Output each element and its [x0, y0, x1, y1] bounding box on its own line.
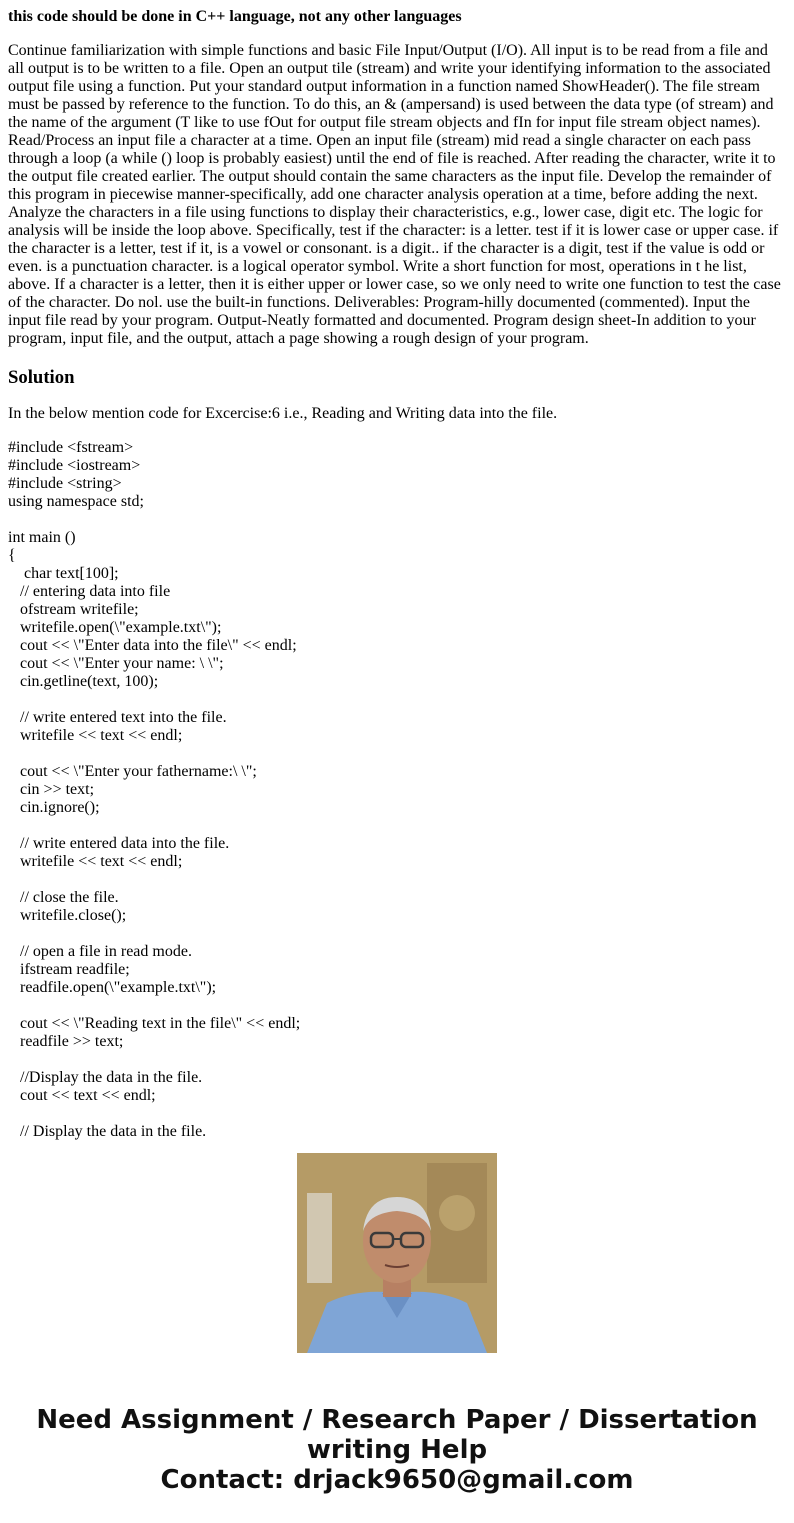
promo-contact: Contact: drjack9650@gmail.com	[160, 1465, 634, 1495]
person-portrait-icon	[297, 1153, 497, 1353]
promo-text	[0, 1405, 794, 1495]
promo-banner	[0, 1130, 794, 1495]
question-body: Continue familiarization with simple functions and basic File Input/Output (I/O). All input is to be read from a file and all output is to be written to a file. Open an output tile (stream) and write your identifying information to the associated output file using a function. Put your standard output information in a function named ShowHeader(). The file stream must be passed by reference to the function. To do this, an & (ampersand) is used between the data type (of stream) and the name of the argument (T like to use fOut for output file stream objects and fIn for input file stream object names). Read/Process an input file a character at a time. Open an input file (stream) mid read a single character on each pass through a loop (a while () loop is probably easiest) until the end of file is reached. After reading the character, write it to the output file created earlier. The output should contain the same characters as the input file. Develop the remainder of this program in piecewise manner-specifically, add one character analysis operation at a time, before adding the next. Analyze the characters in a file using functions to display their characteristics, e.g., lower case, digit etc. The logic for analysis will be inside the loop above. Specifically, test if the character: is a letter. test if it is lower case or upper case. if the character is a letter, test if it, is a vowel or consonant. is a digit.. if the character is a digit, test if the value is odd or even. is a punctuation character. is a logical operator symbol. Write a short function for most, operations in t he list, above. If a character is a letter, then it is either upper or lower case, so we only need to write one function to test the case of the character. Do nol. use the built-in functions. Deliverables: Program-hilly documented (commented). Input the input file read by your program. Output-Neatly formatted and documented. Program design sheet-In addition to your program, input file, and the output, attach a page showing a rough design of your program.	[8, 42, 781, 347]
solution-intro: In the below mention code for Excercise:6 i.e., Reading and Writing data into the file.	[8, 405, 558, 422]
avatar	[297, 1153, 497, 1353]
code-block	[8, 439, 786, 1140]
solution-heading: Solution	[8, 367, 75, 388]
question-title: this code should be done in C++ language, not any other languages	[8, 8, 462, 25]
code-listing: #include <fstream> #include <iostream> #include <string> using namespace std; int main () { char text[100]; // entering data into file ofstream writefile; writefile.open(\"example.txt\"); cout << \"Enter data into the file\" << endl; cout << \"Enter your name: \ \"; cin.getline(text, 100); // write entered text into the file. writefile << text << endl; cout << \"Enter your fathername:\ \"; cin >> text; cin.ignore(); // write entered data into the file. writefile << text << endl; // close the file. writefile.close(); // open a file in read mode. ifstream readfile; readfile.open(\"example.txt\"); cout << \"Reading text in the file\" << endl; readfile >> text; //Display the data in the file. cout << text << endl; // Display the data in the file.	[8, 439, 301, 1140]
promo-line-2: writing Help	[306, 1435, 488, 1465]
document-content	[8, 8, 786, 1140]
promo-line-1: Need Assignment / Research Paper / Dissertation	[36, 1405, 758, 1435]
